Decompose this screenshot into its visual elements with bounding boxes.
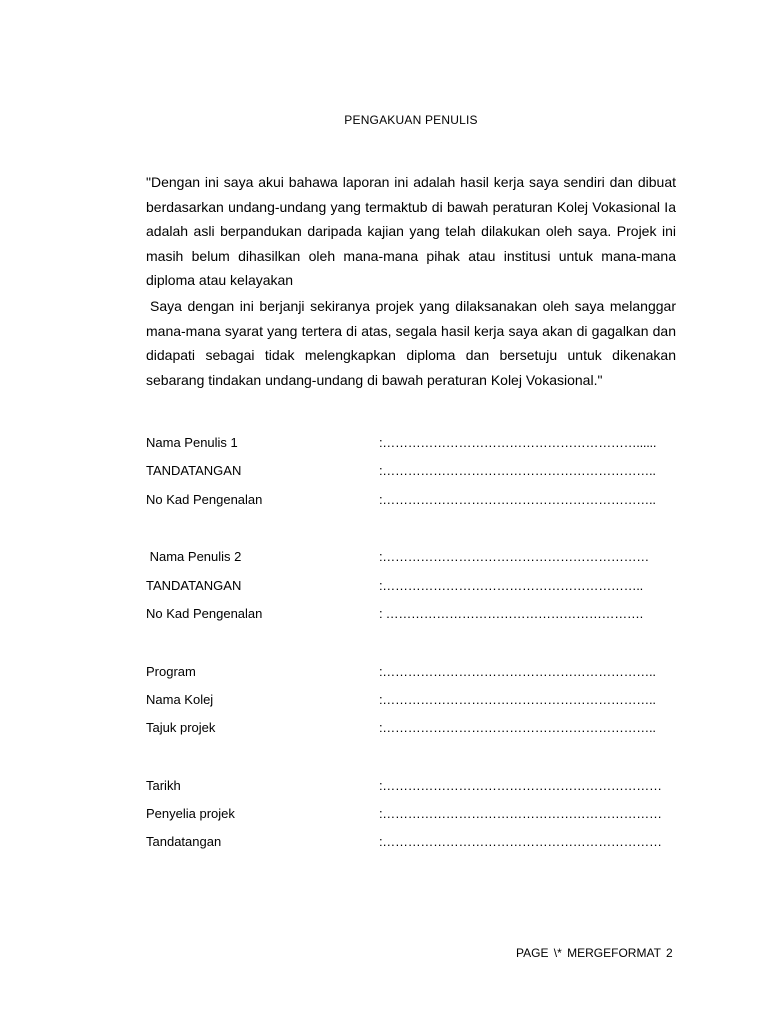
field-blank: :………………………………………………………… (379, 834, 662, 849)
field-blank: : ……………………………………………………. (379, 606, 643, 621)
field-supervisor-signature (146, 832, 662, 852)
field-label: Nama Kolej (146, 692, 214, 707)
field-author-1-ic (146, 490, 656, 510)
field-blank: :………………………………………………………… (379, 778, 662, 793)
field-label: Tarikh (146, 778, 181, 793)
field-blank: :……………………………………………………….. (379, 664, 656, 679)
field-label: Nama Penulis 2 (146, 549, 242, 564)
field-blank: :………………………………………………………… (379, 806, 662, 821)
field-label: Program (146, 664, 196, 679)
declaration-paragraph-1: "Dengan ini saya akui bahawa laporan ini adalah hasil kerja saya sendiri dan dibuat berdasarkan undang-undang yang termaktub di bawah peraturan Kolej Vokasional Ia adalah asli berpandukan daripada kajian yang telah dilakukan oleh saya. Projek ini masih belum dihasilkan oleh mana-mana pihak atau institusi untuk mana-mana diploma atau kelayakan (146, 174, 676, 288)
field-label: No Kad Pengenalan (146, 492, 263, 507)
field-label: TANDATANGAN (146, 578, 242, 593)
field-project-title (146, 718, 656, 738)
field-program (146, 662, 656, 682)
field-label: Penyelia projek (146, 806, 235, 821)
document-title: PENGAKUAN PENULIS (344, 113, 478, 127)
field-author-1-name (146, 433, 657, 453)
field-blank: :……………………………………………………...... (379, 435, 657, 450)
field-author-2-signature (146, 576, 646, 596)
field-label: TANDATANGAN (146, 463, 242, 478)
field-blank: :……………………………………………………… (379, 549, 650, 564)
declaration-paragraph-2: Saya dengan ini berjanji sekiranya projek yang dilaksanakan oleh saya melanggar mana-mana syarat yang tertera di atas, segala hasil kerja saya akan di gagalkan dan didapati sebagai tidak melengkapkan diploma dan bersetuju untuk dikenakan sebarang tindakan undang-undang di bawah peraturan Kolej Vokasional." (146, 298, 676, 388)
field-author-2-name (146, 547, 650, 567)
field-author-2-ic (146, 604, 646, 624)
field-blank: :……………………………………………………….. (379, 492, 656, 507)
field-label: Tandatangan (146, 834, 222, 849)
field-blank: :……………………………………………………….. (379, 720, 656, 735)
page-footer: PAGE \* MERGEFORMAT 2 (516, 946, 673, 960)
field-label: Nama Penulis 1 (146, 435, 238, 450)
field-blank: :…………………………………………………….. (379, 578, 643, 593)
field-blank: :……………………………………………………….. (379, 463, 656, 478)
field-blank: :……………………………………………………….. (379, 692, 656, 707)
field-supervisor (146, 804, 662, 824)
field-date (146, 776, 662, 796)
field-label: No Kad Pengenalan (146, 606, 263, 621)
field-college-name (146, 690, 656, 710)
field-author-1-signature (146, 461, 656, 481)
field-label: Tajuk projek (146, 720, 216, 735)
